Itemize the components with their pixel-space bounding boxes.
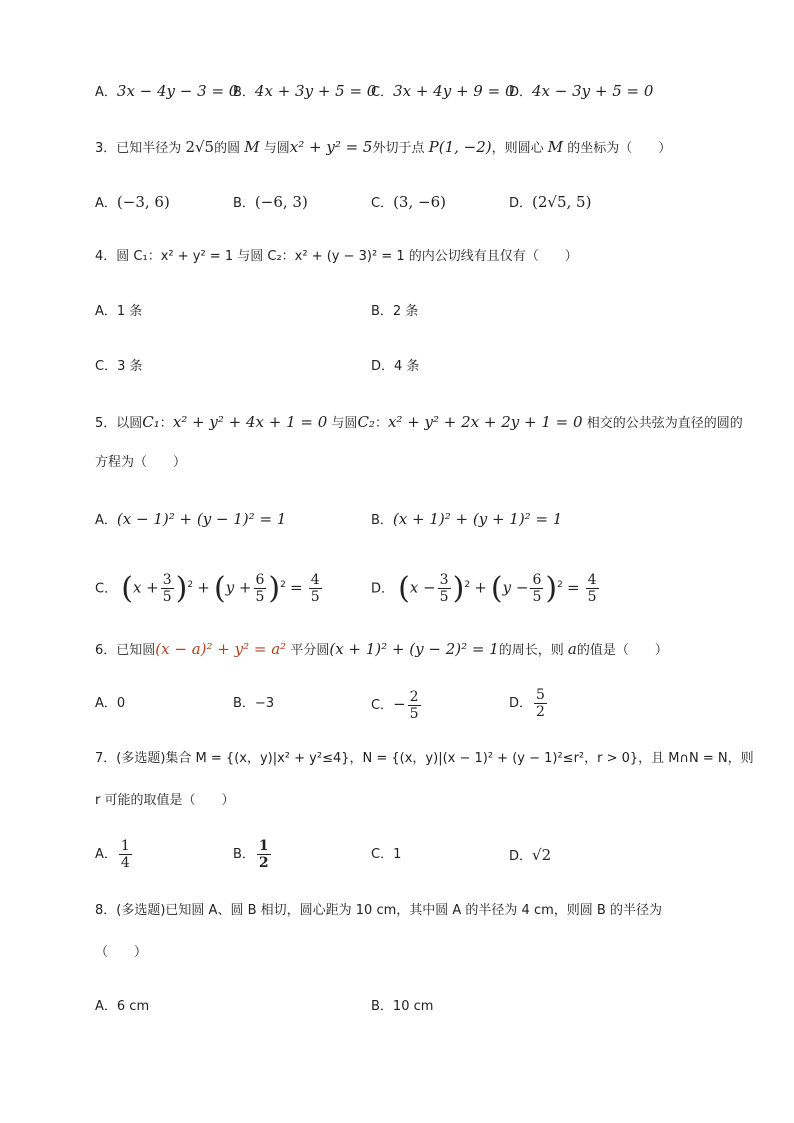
fraction: $\frac{4}{5}$ bbox=[587, 572, 597, 606]
q3-math-3: x² + y² = 5 bbox=[289, 138, 373, 156]
option-label: C． bbox=[371, 698, 394, 713]
option-label: C． bbox=[95, 581, 118, 597]
option-label: B． bbox=[371, 513, 393, 528]
option-math: x + bbox=[132, 578, 159, 597]
option-math: y − bbox=[502, 578, 529, 597]
option-math: y + bbox=[225, 578, 252, 597]
paren-open: ( bbox=[121, 570, 133, 606]
q5-option-a bbox=[95, 508, 286, 532]
fraction: $\frac{4}{5}$ bbox=[310, 572, 320, 606]
q7-text-1: (多选题)集合 M = {(x，y)|x² + y²≤4}，N = {(x，y)|(x − 1)² + (y − 1)²≤r²，r > 0}，且 M∩N = N，则 bbox=[116, 751, 754, 766]
option-label: A． bbox=[95, 85, 117, 100]
question-number: 4． bbox=[95, 249, 117, 264]
q7-option-d bbox=[509, 844, 551, 868]
option-math: 4x − 3y + 5 = 0 bbox=[532, 82, 654, 100]
q4-stem bbox=[95, 246, 578, 268]
option-label: D． bbox=[509, 696, 533, 711]
option-math: (3, −6) bbox=[393, 193, 446, 211]
q3-stem bbox=[95, 136, 671, 160]
option-label: A． bbox=[95, 513, 117, 528]
option-text: 1 bbox=[393, 847, 402, 862]
option-label: D． bbox=[371, 359, 395, 374]
q6-math-1: (x − a)² + y² = a² bbox=[155, 640, 287, 658]
q3-math-1: 2√5 bbox=[185, 138, 215, 156]
option-label: C． bbox=[371, 85, 394, 100]
q6-option-d bbox=[509, 683, 549, 725]
option-math: √2 bbox=[532, 846, 552, 864]
q7-option-b bbox=[233, 834, 273, 876]
q6-text-4: 的值是（ ） bbox=[576, 643, 668, 658]
question-number: 5． bbox=[95, 416, 117, 431]
q5-text-5: 相交的公共弦为直径的圆的 bbox=[586, 416, 743, 431]
question-number: 7． bbox=[95, 751, 117, 766]
fraction: $\frac{1}{2}$ bbox=[258, 838, 269, 871]
q4-option-d bbox=[371, 356, 419, 378]
q6-text-2: 平分圆 bbox=[290, 643, 330, 658]
q3-text-2: 的圆 bbox=[214, 141, 241, 156]
fraction: $\frac{2}{5}$ bbox=[409, 689, 419, 722]
q6-option-b bbox=[233, 693, 274, 715]
q8-option-b bbox=[371, 996, 433, 1018]
q5-math-4: x² + y² + 2x + 2y + 1 = 0 bbox=[387, 413, 583, 431]
q5-stem-line-2 bbox=[95, 452, 186, 474]
option-label: A． bbox=[95, 999, 117, 1014]
fraction: $\frac{1}{4}$ bbox=[120, 838, 130, 871]
option-label: D． bbox=[509, 196, 533, 211]
paren-close: ) bbox=[545, 570, 558, 606]
option-label: B． bbox=[233, 85, 255, 100]
option-text: 1 条 bbox=[116, 304, 143, 319]
q5-math-2: x² + y² + 4x + 1 = 0 bbox=[172, 413, 328, 431]
q8-stem-line-2 bbox=[95, 942, 147, 964]
paren-open: ( bbox=[213, 570, 226, 606]
option-label: B． bbox=[233, 696, 255, 711]
question-number: 6． bbox=[95, 643, 117, 658]
paren-close: ) bbox=[175, 570, 188, 606]
option-math: x − bbox=[409, 578, 436, 597]
option-label: A． bbox=[95, 696, 117, 711]
option-math: (2√5, 5) bbox=[532, 193, 592, 211]
option-label: A． bbox=[95, 304, 117, 319]
option-text: 4 条 bbox=[394, 359, 420, 374]
option-math: (x + 1)² + (y + 1)² = 1 bbox=[392, 510, 563, 528]
q5-math-1: C₁ bbox=[142, 413, 160, 431]
option-math: 3x + 4y + 9 = 0 bbox=[393, 82, 515, 100]
option-text: 0 bbox=[116, 696, 126, 711]
q3-option-b bbox=[233, 191, 308, 215]
q7-stem-line-2 bbox=[95, 790, 234, 812]
option-label: D． bbox=[371, 581, 395, 597]
option-label: A． bbox=[95, 847, 117, 862]
q5-math-3: C₂ bbox=[357, 413, 375, 431]
fraction: $\frac{6}{5}$ bbox=[532, 572, 542, 606]
q3-math-4: P(1, −2) bbox=[428, 138, 492, 156]
q3-option-d bbox=[509, 191, 591, 215]
fraction: $\frac{3}{5}$ bbox=[439, 572, 449, 606]
q6-math-3: a bbox=[567, 640, 577, 658]
option-text: −3 bbox=[254, 696, 275, 711]
q3-option-c bbox=[371, 191, 446, 215]
fraction: $\frac{6}{5}$ bbox=[255, 572, 265, 606]
q5-option-d: D． (x − $\frac{3}{5}$ )$^2$ + (y − $\frac{6}{5}$ )$^2$ = $\frac{4}{5}$ bbox=[371, 570, 597, 606]
option-label: D． bbox=[509, 85, 533, 100]
fraction: $\frac{5}{2}$ bbox=[536, 687, 545, 720]
q7-stem-line-1 bbox=[95, 748, 754, 770]
option-math: (−6, 3) bbox=[254, 193, 308, 211]
q5-text-4: ： bbox=[374, 416, 388, 431]
q2-option-d bbox=[509, 80, 653, 104]
option-label: B． bbox=[371, 999, 393, 1014]
option-label: A． bbox=[95, 196, 117, 211]
q3-math-5: M bbox=[547, 138, 564, 156]
q4-text: 圆 C₁：x² + y² = 1 与圆 C₂：x² + (y − 3)² = 1 的内公切线有且仅有（ ） bbox=[116, 249, 578, 264]
option-text: 2 条 bbox=[392, 304, 419, 319]
q6-math-2: (x + 1)² + (y − 2)² = 1 bbox=[329, 640, 499, 658]
q3-text-6: 的坐标为（ ） bbox=[567, 141, 672, 156]
q8-option-a bbox=[95, 996, 149, 1018]
option-text: 6 cm bbox=[116, 999, 150, 1014]
option-math: (x − 1)² + (y − 1)² = 1 bbox=[116, 510, 287, 528]
fraction: $\frac{3}{5}$ bbox=[162, 572, 172, 606]
q6-text-1: 已知圆 bbox=[116, 643, 156, 658]
q6-option-a bbox=[95, 693, 125, 715]
q3-option-a bbox=[95, 191, 170, 215]
q3-text-1: 已知半径为 bbox=[116, 141, 182, 156]
option-label: C． bbox=[95, 359, 118, 374]
q2-option-a bbox=[95, 80, 238, 104]
q5-text-6: 方程为（ ） bbox=[95, 455, 187, 470]
option-text: 3 条 bbox=[117, 359, 143, 374]
q5-option-b bbox=[371, 508, 562, 532]
q3-text-4: 外切于点 bbox=[372, 141, 425, 156]
q7-text-2: r 可能的取值是（ ） bbox=[95, 793, 235, 808]
paren-close: ) bbox=[268, 570, 281, 606]
q3-text-3: 与圆 bbox=[263, 141, 290, 156]
option-label: B． bbox=[233, 847, 255, 862]
q2-option-c bbox=[371, 80, 515, 104]
q5-text-3: 与圆 bbox=[331, 416, 358, 431]
paren-open: ( bbox=[490, 570, 503, 606]
option-math: (−3, 6) bbox=[116, 193, 170, 211]
question-number: 8． bbox=[95, 903, 117, 918]
q3-math-2: M bbox=[244, 138, 260, 156]
q5-text-2: ： bbox=[159, 416, 173, 431]
q6-text-3: 的周长，则 bbox=[498, 643, 564, 658]
q4-option-c bbox=[95, 356, 142, 378]
option-math: 4x + 3y + 5 = 0 bbox=[254, 82, 377, 100]
option-label: B． bbox=[233, 196, 255, 211]
q7-option-a bbox=[95, 834, 134, 876]
q5-text-1: 以圆 bbox=[116, 416, 143, 431]
option-label: D． bbox=[509, 849, 533, 864]
option-label: C． bbox=[371, 196, 394, 211]
q5-stem-line-1 bbox=[95, 411, 743, 435]
q6-option-c: C．− $\frac{2}{5}$ bbox=[371, 689, 419, 722]
option-text: 10 cm bbox=[392, 999, 434, 1014]
option-label: B． bbox=[371, 304, 393, 319]
q4-option-a bbox=[95, 301, 142, 323]
q4-option-b bbox=[371, 301, 418, 323]
q7-option-c bbox=[371, 844, 401, 866]
option-math: 3x − 4y − 3 = 0 bbox=[116, 82, 239, 100]
q2-option-b bbox=[233, 80, 376, 104]
q8-text-1: (多选题)已知圆 A、圆 B 相切，圆心距为 10 cm，其中圆 A 的半径为 4 cm，则圆 B 的半径为 bbox=[116, 903, 662, 918]
q6-stem bbox=[95, 638, 668, 662]
q3-text-5: ，则圆心 bbox=[491, 141, 544, 156]
q8-stem-line-1 bbox=[95, 900, 662, 922]
q5-option-c: C． (x + $\frac{3}{5}$ )$^2$ + (y + $\frac{6}{5}$ )$^2$ = $\frac{4}{5}$ bbox=[95, 570, 320, 606]
paren-open: ( bbox=[398, 570, 410, 606]
question-number: 3． bbox=[95, 141, 117, 156]
q8-text-2: （ ） bbox=[95, 945, 148, 960]
paren-close: ) bbox=[452, 570, 465, 606]
option-label: C． bbox=[371, 847, 394, 862]
